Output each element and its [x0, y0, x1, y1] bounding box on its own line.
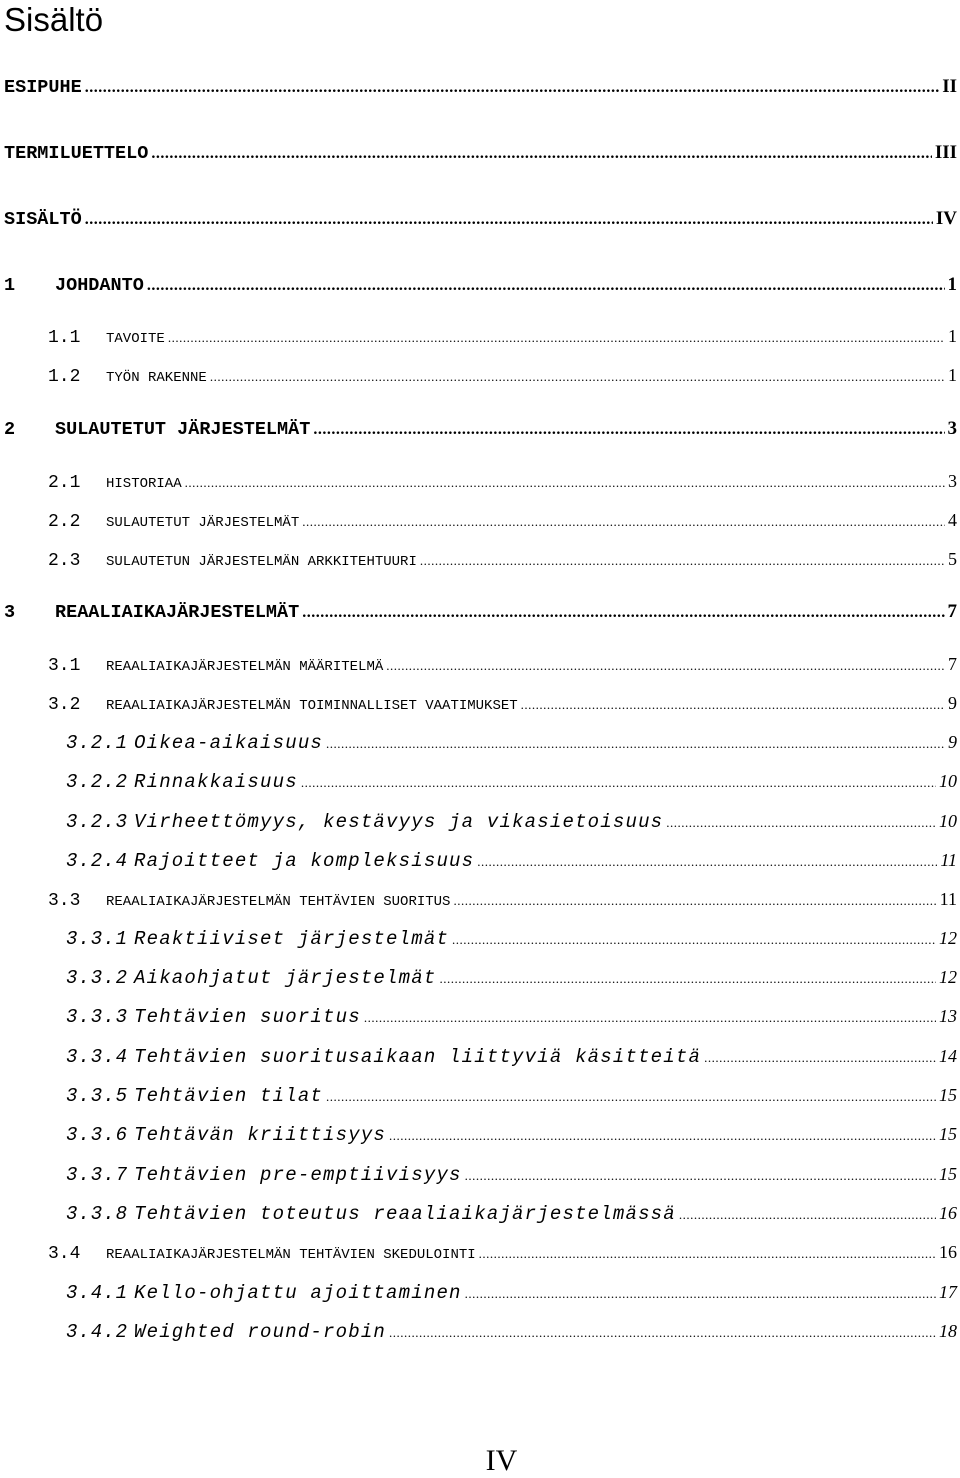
toc-entry-number: 3.4: [48, 1244, 81, 1264]
toc-entry-number: 2: [4, 419, 16, 440]
toc-page-number: 3: [947, 418, 957, 439]
toc-entry-text: Rinnakkaisuus: [134, 771, 298, 793]
toc-leader-dots: [439, 971, 936, 987]
toc-entry-number: 3.3.6: [66, 1124, 129, 1146]
toc-entry-number: 2.2: [48, 512, 81, 532]
toc-page-number: 18: [939, 1321, 957, 1341]
toc-page-number: 3: [948, 471, 957, 491]
toc-entry-number: 1.2: [48, 367, 81, 387]
toc-entry-number: 3.2.2: [66, 771, 129, 793]
toc-page-number: 16: [939, 1242, 957, 1262]
toc-page-number: 7: [948, 654, 957, 674]
toc-entry-number: 3.2.1: [66, 732, 129, 754]
toc-entry-3-2-2[interactable]: [66, 771, 957, 801]
toc-page-number: 7: [947, 601, 957, 622]
toc-entry-number: 3.4.2: [66, 1321, 129, 1343]
toc-page-number: 11: [940, 850, 957, 870]
toc-entry-text: REAALIAIKAJÄRJESTELMÄT: [55, 602, 300, 623]
toc-leader-dots: [301, 775, 936, 791]
toc-entry-2-2[interactable]: [48, 510, 957, 540]
toc-entry-number: 3: [4, 602, 16, 623]
toc-page-number: 9: [948, 693, 957, 713]
toc-entry-text: Reaktiiviset järjestelmät: [134, 928, 450, 950]
toc-entry-3-3-6[interactable]: [66, 1124, 957, 1154]
toc-page-number: 12: [939, 928, 957, 948]
toc-entry-3-3-8[interactable]: [66, 1203, 957, 1233]
toc-entry-text: REAALIAIKAJÄRJESTELMÄN TOIMINNALLISET VAATIMUKSET: [106, 698, 518, 714]
toc-page-number: 1: [947, 274, 957, 295]
toc-entry-text: ESIPUHE: [4, 77, 82, 98]
toc-entry-text: SULAUTETUN JÄRJESTELMÄN ARKKITEHTUURI: [106, 554, 417, 570]
toc-entry-text: SULAUTETUT JÄRJESTELMÄT: [55, 419, 311, 440]
toc-entry-number: 3.2: [48, 695, 81, 715]
toc-leader-dots: [85, 79, 939, 97]
toc-entry-3-4-2[interactable]: [66, 1321, 957, 1351]
toc-entry-number: 2.1: [48, 473, 81, 493]
toc-entry-text: TYÖN RAKENNE: [106, 370, 207, 386]
toc-page-number: 17: [939, 1282, 957, 1302]
toc-leader-dots: [420, 553, 945, 569]
toc-leader-dots: [85, 211, 933, 229]
toc-entry-text: REAALIAIKAJÄRJESTELMÄN TEHTÄVIEN SKEDULOINTI: [106, 1247, 476, 1263]
toc-entry-text: Oikea-aikaisuus: [134, 732, 324, 754]
toc-leader-dots: [326, 1089, 936, 1105]
toc-entry-number: 3.2.4: [66, 850, 129, 872]
toc-entry-3-2-4[interactable]: [66, 850, 957, 880]
toc-entry-3-4-1[interactable]: [66, 1282, 957, 1312]
toc-page-number: 12: [939, 967, 957, 987]
toc-entry-esipuhe[interactable]: [4, 76, 957, 106]
toc-entry-text: JOHDANTO: [55, 275, 144, 296]
toc-leader-dots: [210, 369, 945, 385]
toc-entry-2[interactable]: [4, 418, 957, 448]
toc-leader-dots: [465, 1286, 936, 1302]
toc-entry-number: 3.1: [48, 656, 81, 676]
toc-page-number: 4: [948, 510, 957, 530]
toc-leader-dots: [479, 1246, 936, 1262]
toc-page-number: III: [934, 142, 957, 163]
toc-entry-text: REAALIAIKAJÄRJESTELMÄN TEHTÄVIEN SUORITUS: [106, 894, 451, 910]
toc-entry-text: Aikaohjatut järjestelmät: [134, 967, 437, 989]
toc-entry-text: Virheettömyys, kestävyys ja vikasietoisuus: [134, 811, 664, 833]
toc-leader-dots: [302, 604, 944, 622]
toc-entry-text: Tehtävän kriittisyys: [134, 1124, 387, 1146]
toc-page-number: 10: [939, 811, 957, 831]
toc-page-number: 10: [939, 771, 957, 791]
toc-entry-number: 2.3: [48, 551, 81, 571]
toc-page-number: 1: [948, 326, 957, 346]
toc-leader-dots: [313, 421, 944, 439]
toc-page-number: 13: [939, 1006, 957, 1026]
toc-entry-3-3[interactable]: [48, 889, 957, 919]
toc-entry-3-3-4[interactable]: [66, 1046, 957, 1076]
toc-leader-dots: [302, 514, 945, 530]
toc-leader-dots: [185, 475, 945, 491]
toc-entry-number: 3.3.3: [66, 1006, 129, 1028]
toc-entry-text: TAVOITE: [106, 331, 165, 347]
toc-leader-dots: [386, 658, 945, 674]
toc-page-number: 11: [939, 889, 957, 909]
toc-entry-text: Rajoitteet ja kompleksisuus: [134, 850, 475, 872]
toc-leader-dots: [452, 932, 936, 948]
toc-leader-dots: [326, 736, 945, 752]
toc-entry-text: REAALIAIKAJÄRJESTELMÄN MÄÄRITELMÄ: [106, 659, 384, 675]
toc-leader-dots: [364, 1010, 936, 1026]
toc-leader-dots: [389, 1325, 936, 1341]
toc-entry-3-3-2[interactable]: [66, 967, 957, 997]
toc-leader-dots: [704, 1050, 936, 1066]
toc-entry-number: 1.1: [48, 328, 81, 348]
toc-entry-number: 3.3.4: [66, 1046, 129, 1068]
toc-leader-dots: [168, 330, 945, 346]
toc-entry-3-4[interactable]: [48, 1242, 957, 1272]
toc-entry-text: HISTORIAA: [106, 476, 182, 492]
toc-entry-number: 3.4.1: [66, 1282, 129, 1304]
toc-entry-1-1[interactable]: [48, 326, 957, 356]
toc-entry-number: 3.3.7: [66, 1164, 129, 1186]
toc-entry-text: Tehtävien tilat: [134, 1085, 324, 1107]
toc-entry-number: 3.3.5: [66, 1085, 129, 1107]
toc-entry-3-3-7[interactable]: [66, 1164, 957, 1194]
footer-page-number: IV: [485, 1444, 518, 1477]
toc-entry-text: Kello-ohjattu ajoittaminen: [134, 1282, 462, 1304]
toc-leader-dots: [151, 145, 931, 163]
toc-page-number: 14: [939, 1046, 957, 1066]
toc-leader-dots: [453, 893, 936, 909]
toc-entry-number: 3.3.1: [66, 928, 129, 950]
toc-page-number: 1: [948, 365, 957, 385]
toc-entry-number: 3.2.3: [66, 811, 129, 833]
toc-entry-3-3-1[interactable]: [66, 928, 957, 958]
toc-entry-text: Tehtävien pre-emptiivisyys: [134, 1164, 462, 1186]
toc-entry-3-2-3[interactable]: [66, 811, 957, 841]
toc-leader-dots: [477, 854, 937, 870]
toc-entry-3-3-3[interactable]: [66, 1006, 957, 1036]
toc-leader-dots: [465, 1168, 936, 1184]
toc-page-number: 15: [939, 1124, 957, 1144]
toc-entry-3-1[interactable]: [48, 654, 957, 684]
toc-page-number: IV: [935, 208, 957, 229]
page-title: Sisältö: [4, 1, 104, 38]
toc-entry-termiluettelo[interactable]: [4, 142, 957, 172]
toc-entry-3-2[interactable]: [48, 693, 957, 723]
toc-entry-text: Tehtävien suoritusaikaan liittyviä käsitteitä: [134, 1046, 702, 1068]
toc-entry-number: 3.3: [48, 891, 81, 911]
toc-entry-text: Tehtävien toteutus reaaliaikajärjestelmässä: [134, 1203, 676, 1225]
toc-entry-text: SULAUTETUT JÄRJESTELMÄT: [106, 515, 300, 531]
toc-leader-dots: [666, 815, 936, 831]
toc-leader-dots: [679, 1207, 936, 1223]
toc-page-number: II: [942, 76, 957, 97]
toc-entry-number: 3.3.8: [66, 1203, 129, 1225]
toc-entry-3-3-5[interactable]: [66, 1085, 957, 1115]
toc-entry-text: Weighted round-robin: [134, 1321, 387, 1343]
toc-page-number: 16: [939, 1203, 957, 1223]
toc-page-number: 15: [939, 1164, 957, 1184]
toc-page-number: 5: [948, 549, 957, 569]
toc-entry-2-1[interactable]: [48, 471, 957, 501]
toc-entry-number: 1: [4, 275, 16, 296]
toc-entry-number: 3.3.2: [66, 967, 129, 989]
toc-entry-3[interactable]: [4, 601, 957, 631]
toc-entry-text: SISÄLTÖ: [4, 209, 82, 230]
toc-entry-2-3[interactable]: [48, 549, 957, 579]
toc-entry-sisalto[interactable]: [4, 208, 957, 238]
toc-entry-1-2[interactable]: [48, 365, 957, 395]
toc-leader-dots: [521, 697, 945, 713]
toc-entry-text: TERMILUETTELO: [4, 143, 149, 164]
toc-leader-dots: [147, 277, 945, 295]
toc-entry-3-2-1[interactable]: [66, 732, 957, 762]
toc-entry-text: Tehtävien suoritus: [134, 1006, 361, 1028]
toc-entry-1[interactable]: [4, 274, 957, 304]
toc-page-number: 9: [948, 732, 957, 752]
toc-leader-dots: [389, 1128, 936, 1144]
toc-page-number: 15: [939, 1085, 957, 1105]
